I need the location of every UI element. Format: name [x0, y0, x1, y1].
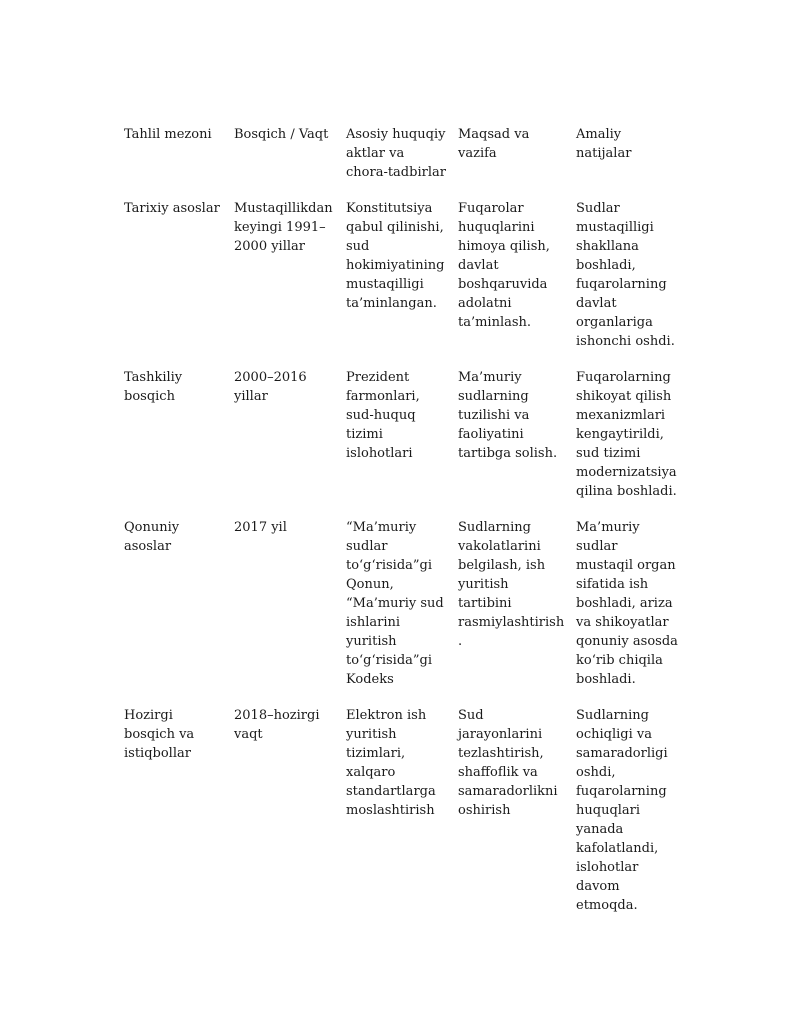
- cell-results: Sudlar mustaqilligi shakllana boshladi, fuqarolarning davlat organlariga ishonchi oshdi.: [576, 201, 675, 349]
- cell-goal: Sudlarning vakolatlarini belgilash, ish yuritish tartibini rasmiylashtirish.: [458, 520, 565, 649]
- cell-period: Mustaqillikdan keyingi 1991–2000 yillar: [234, 201, 333, 254]
- cell-legal-acts: Konstitutsiya qabul qilinishi, sud hokimiyatining mustaqilligi ta’minlangan.: [346, 201, 445, 311]
- cell-legal-acts: “Ma’muriy sudlar to‘g‘risida”gi Qonun, “Ma’muriy sud ishlarini yuritish to‘g‘risida”gi Kodeks: [346, 520, 444, 687]
- cell-period: 2018–hozirgi vaqt: [234, 708, 320, 742]
- cell-period: 2000–2016 yillar: [234, 370, 307, 404]
- cell-goal: Fuqarolar huquqlarini himoya qilish, davlat boshqaruvida adolatni ta’minlash.: [458, 201, 550, 330]
- cell-period: 2017 yil: [234, 520, 287, 535]
- header-legal-acts: Asosiy huquqiy aktlar va chora-tadbirlar: [346, 127, 446, 180]
- cell-legal-acts: Prezident farmonlari, sud-huquq tizimi islohotlari: [346, 370, 420, 461]
- cell-results: Fuqarolarning shikoyat qilish mexanizmlari kengaytirildi, sud tizimi modernizatsiya qilina boshladi.: [576, 370, 677, 499]
- header-results: Amaliy natijalar: [576, 127, 632, 161]
- table-row: [119, 703, 684, 929]
- cell-results: Ma’muriy sudlar mustaqil organ sifatida ish boshladi, ariza va shikoyatlar qonuniy asosda ko‘rib chiqila boshladi.: [576, 520, 678, 687]
- cell-criterion: Qonuniy asoslar: [124, 520, 180, 554]
- header-period: Bosqich / Vaqt: [234, 127, 329, 142]
- cell-criterion: Hozirgi bosqich va istiqbollar: [124, 708, 195, 761]
- cell-results: Sudlarning ochiqligi va samaradorligi oshdi, fuqarolarning huquqlari yanada kafolatlandi, islohotlar davom etmoqda.: [576, 708, 668, 913]
- header-criterion: Tahlil mezoni: [124, 127, 212, 142]
- comparison-table: [119, 122, 684, 929]
- cell-criterion: Tashkiliy bosqich: [124, 370, 183, 404]
- cell-criterion: Tarixiy asoslar: [124, 201, 220, 216]
- table-row: [119, 196, 684, 365]
- cell-goal: Ma’muriy sudlarning tuzilishi va faoliyatini tartibga solish.: [458, 370, 558, 461]
- header-goal: Maqsad va vazifa: [458, 127, 530, 161]
- table-row: [119, 515, 684, 703]
- table-header-row: [119, 122, 684, 196]
- cell-goal: Sud jarayonlarini tezlashtirish, shaffoflik va samaradorlikni oshirish: [458, 708, 558, 818]
- cell-legal-acts: Elektron ish yuritish tizimlari, xalqaro standartlarga moslashtirish: [346, 708, 436, 818]
- table-row: [119, 365, 684, 515]
